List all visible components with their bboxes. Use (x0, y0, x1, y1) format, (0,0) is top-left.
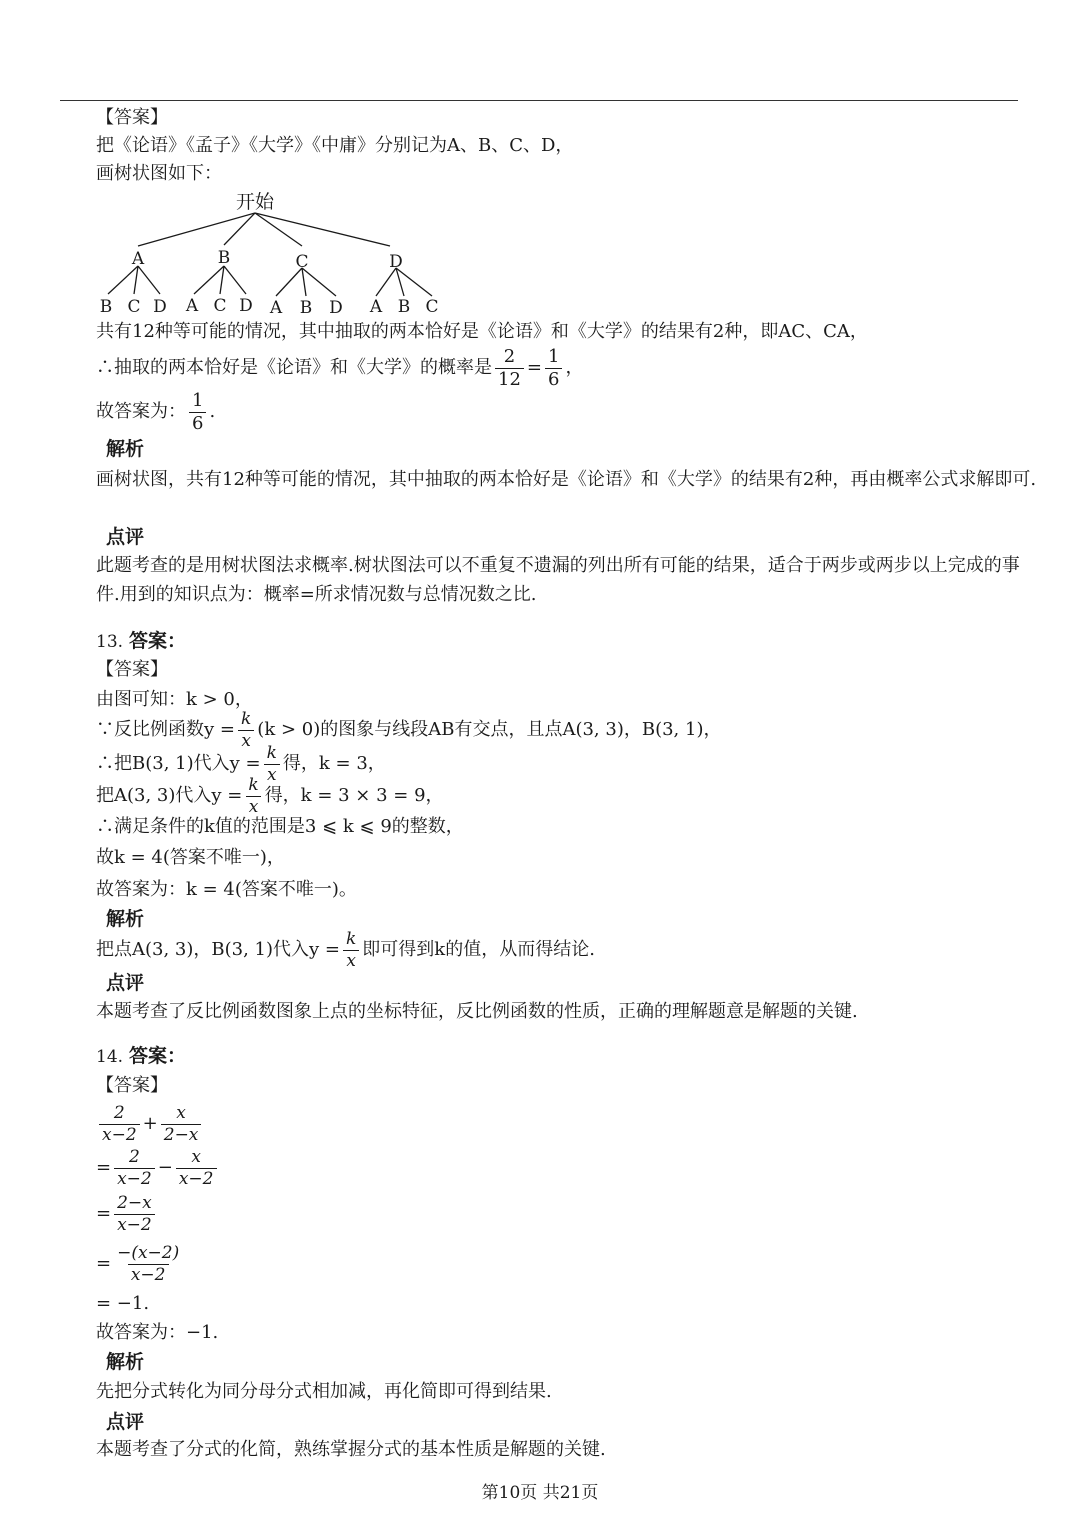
q13-line-2-text: ∵反比例函数y = (96, 719, 235, 740)
fraction-k-over-x (343, 928, 359, 971)
fraction-k-over-x (245, 774, 261, 817)
tree-node-a: A (131, 249, 145, 269)
fraction-denominator: x (343, 950, 359, 970)
fraction-denominator: x (264, 764, 280, 784)
q13-line-6: 故k = 4(答案不唯一)， (96, 847, 285, 868)
fraction-numerator: x (191, 1146, 201, 1167)
expr-step-5: = −1. (96, 1293, 150, 1314)
q12-line-4-text: ∴抽取的两本恰好是《论语》和《大学》的概率是 (96, 357, 492, 378)
equals-sign: = (96, 1157, 112, 1178)
tree-leaf: B (299, 298, 313, 318)
header-rule (60, 100, 1018, 101)
answer-heading: 答案： (129, 1045, 187, 1067)
tree-node-d: D (389, 252, 403, 272)
page-footer: 第10页 共21页 (481, 1483, 599, 1503)
tree-leaf: C (425, 297, 439, 317)
fraction-denominator: x−2 (128, 1264, 169, 1284)
tree-leaf: D (329, 298, 343, 318)
q13-line-3-text: ∴把B(3, 1)代入y = (96, 753, 261, 774)
comment-label: 点评 (106, 526, 145, 548)
fraction-numerator: k (240, 708, 252, 729)
tree-leaf: A (269, 298, 283, 318)
tree-leaf: C (213, 296, 227, 316)
analysis-text-part: 即可得到k的值，从而得结论. (362, 939, 595, 960)
fraction-denominator: 2−x (161, 1124, 202, 1144)
expr-step-3 (96, 1192, 158, 1236)
tree-leaf: B (397, 297, 411, 317)
answer-heading: 答案： (129, 630, 187, 652)
punctuation: . (209, 401, 216, 422)
fraction (99, 1102, 140, 1145)
expr-step-1 (96, 1102, 204, 1146)
q13-line-4-text: 得，k = 3 × 3 = 9， (264, 785, 444, 806)
punctuation: ， (565, 357, 584, 378)
expr-step-2 (96, 1146, 220, 1190)
comment-label: 点评 (106, 1411, 145, 1433)
fraction-numerator: 1 (192, 389, 204, 411)
answer-label: 【答案】 (96, 107, 168, 128)
q13-line-2-text: (k > 0)的图象与线段AB有交点，且点A(3, 3)，B(3, 1)， (257, 719, 722, 740)
fraction-numerator: −(x−2) (117, 1242, 180, 1263)
final-answer: 故答案为：−1. (96, 1322, 219, 1343)
analysis-label: 解析 (106, 438, 145, 460)
q12-line-2: 画树状图如下： (96, 163, 222, 184)
fraction-denominator: 6 (545, 368, 562, 389)
analysis-label: 解析 (106, 1351, 145, 1373)
q13-line-4-text: 把A(3, 3)代入y = (96, 785, 243, 806)
q13-line-4 (96, 774, 444, 818)
fraction (114, 1192, 155, 1235)
fraction-numerator: 2 (113, 1102, 125, 1123)
equals-sign: = (96, 1253, 112, 1274)
q13-line-5: ∴满足条件的k值的范围是3 ⩽ k ⩽ 9的整数， (96, 816, 464, 837)
final-answer-prefix: 故答案为： (96, 401, 186, 422)
comment-text: 本题考查了反比例函数图象上点的坐标特征，反比例函数的性质，正确的理解题意是解题的关键. (96, 1001, 858, 1022)
analysis-text: 画树状图，共有12种等可能的情况，其中抽取的两本恰好是《论语》和《大学》的结果有2种，再由概率公式求解即可. (96, 469, 1037, 490)
comment-label: 点评 (106, 972, 145, 994)
fraction-denominator: 12 (495, 368, 524, 389)
fraction (495, 345, 524, 390)
fraction (189, 389, 206, 434)
fraction-numerator: k (345, 928, 357, 949)
tree-leaf: D (239, 296, 253, 316)
fraction (545, 345, 562, 390)
tree-leaf: C (127, 297, 141, 317)
tree-leaf: A (369, 297, 383, 317)
tree-leaf: A (185, 296, 199, 316)
analysis-text-part: 把点A(3, 3)，B(3, 1)代入y = (96, 939, 340, 960)
fraction-numerator: 1 (548, 345, 560, 367)
question-index: 14. (96, 1047, 124, 1067)
analysis-label: 解析 (106, 908, 145, 930)
operator: + (142, 1113, 158, 1134)
question-number (96, 628, 186, 655)
tree-node-b: B (217, 248, 231, 268)
fraction (114, 1242, 182, 1285)
comment-text: 本题考查了分式的化简，熟练掌握分式的基本性质是解题的关键. (96, 1439, 606, 1460)
tree-leaf: D (153, 297, 167, 317)
operator: − (157, 1157, 173, 1178)
q13-line-1: 由图可知：k > 0， (96, 689, 253, 710)
q12-line-4 (96, 346, 583, 390)
equals-sign: = (526, 357, 542, 378)
fraction-denominator: 6 (189, 412, 206, 433)
analysis-text: 先把分式转化为同分母分式相加减，再化简即可得到结果. (96, 1381, 552, 1402)
fraction-denominator: x (246, 796, 262, 816)
fraction-denominator: x−2 (99, 1124, 140, 1144)
fraction-denominator: x−2 (114, 1168, 155, 1188)
answer-label: 【答案】 (96, 659, 168, 680)
answer-label: 【答案】 (96, 1075, 168, 1096)
fraction-numerator: 2 (129, 1146, 140, 1167)
fraction-numerator: 2 (503, 345, 516, 367)
fraction-denominator: x (238, 730, 254, 750)
fraction-numerator: x (176, 1102, 186, 1123)
q12-line-1: 把《论语》《孟子》《大学》《中庸》分别记为A、B、C、D， (96, 135, 574, 156)
comment-text: 此题考查的是用树状图法求概率.树状图法可以不重复不遗漏的列出所有可能的结果，适合于两步或两步以上完成的事件.用到的知识点为：概率=所求情况数与总情况数之比. (96, 555, 1020, 605)
tree-leaf: B (99, 297, 113, 317)
q13-line-7: 故答案为：k = 4(答案不唯一)。 (96, 879, 357, 900)
equals-sign: = (96, 1203, 112, 1224)
q13-line-3-text: 得，k = 3， (282, 753, 386, 774)
tree-root: 开始 (235, 191, 275, 213)
fraction-numerator: 2−x (117, 1192, 152, 1213)
fraction (176, 1146, 217, 1189)
expr-step-4 (96, 1242, 185, 1286)
fraction (161, 1102, 202, 1145)
q12-line-3: 共有12种等可能的情况，其中抽取的两本恰好是《论语》和《大学》的结果有2种，即AC、CA， (96, 321, 868, 342)
question-number (96, 1043, 186, 1070)
question-index: 13. (96, 632, 124, 652)
fraction (114, 1146, 155, 1189)
fraction-denominator: x−2 (114, 1214, 155, 1234)
fraction-numerator: k (248, 774, 259, 795)
tree-node-c: C (295, 252, 309, 272)
fraction-numerator: k (266, 742, 277, 763)
q12-line-5 (96, 390, 215, 434)
analysis-text (96, 928, 595, 972)
fraction-denominator: x−2 (176, 1168, 217, 1188)
tree-diagram (90, 188, 450, 320)
